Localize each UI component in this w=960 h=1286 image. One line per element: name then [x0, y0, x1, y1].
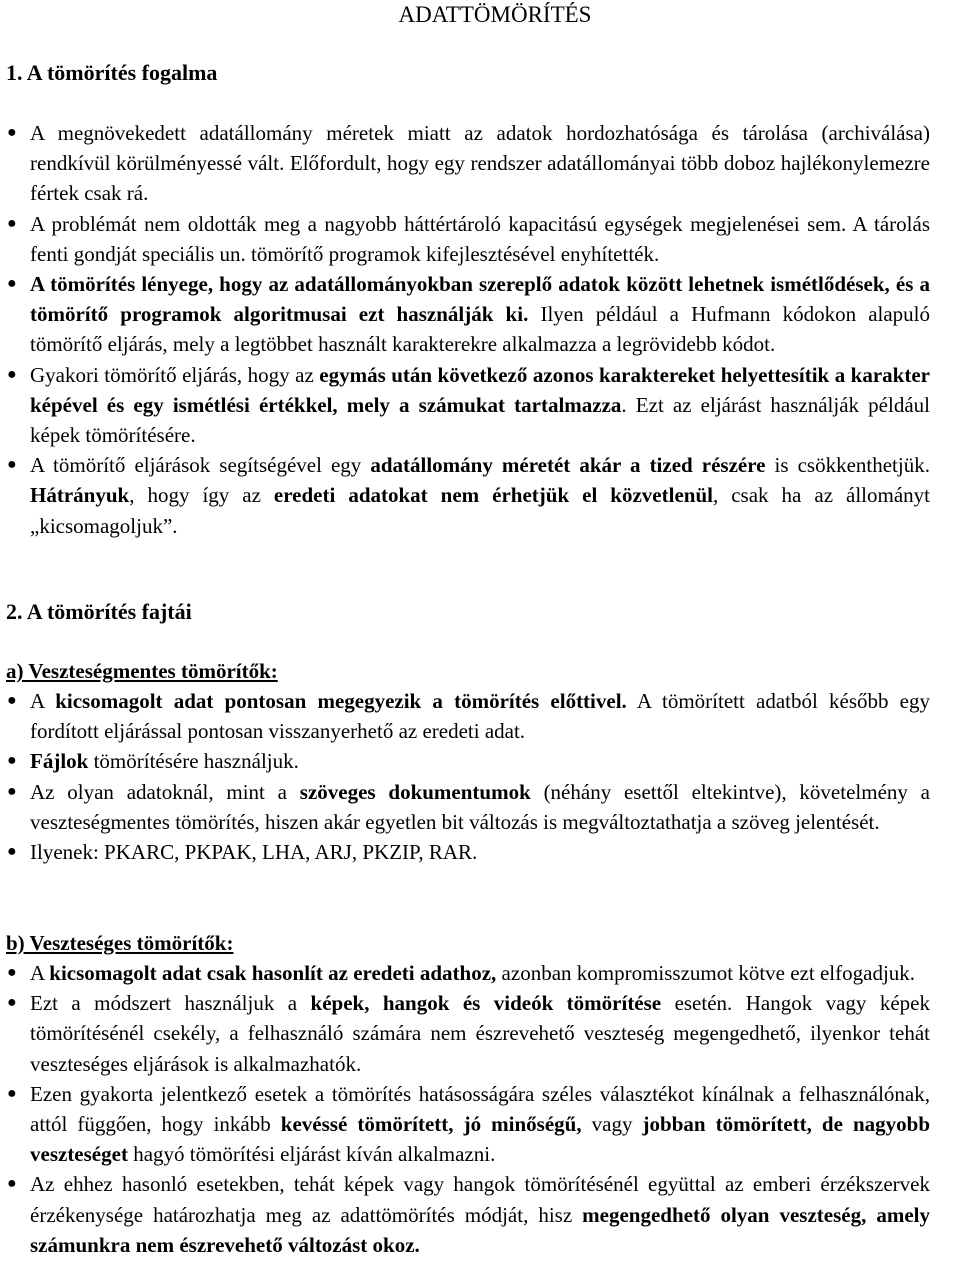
text: A tömörítő eljárások segítségével egy: [30, 453, 371, 478]
bullet-icon: ●: [7, 275, 17, 293]
bold-text: A tömörítés lényege, hogy az adatállományokban szereplő adatok között lehetnek ismétlődések, és a tömörítő programok algoritmusai ezt használják ki.: [30, 272, 930, 327]
bullet-icon: ●: [7, 124, 17, 141]
bullet-icon: ●: [7, 964, 17, 981]
bold-text: kicsomagolt adat pontosan megegyezik a tömörítés előttivel.: [55, 689, 627, 713]
text: A megnövekedett adatállomány méretek miatt az adatok hordozhatósága és tárolása (archiválása) rendkívül körülményessé vált. Előfordult, hogy egy rendszer adatállományai több doboz hajlékonylemezre fértek csak rá.: [30, 121, 930, 206]
subsection-a-heading-text: a) Veszteségmentes tömörítők:: [6, 659, 278, 683]
section-1-heading: 1. A tömörítés fogalma: [6, 60, 218, 85]
text: Az olyan adatoknál, mint a: [30, 779, 300, 804]
text: A tömörített adatból később egy fordított eljárással pontosan visszanyerhető az eredeti adat.: [30, 689, 930, 744]
list-item: [0, 450, 930, 541]
text: esetén. Hangok vagy képek tömörítésénél csekély, a felhasználó számára nem észrevehető veszteség megengedhető, ilyenkor tehát veszteséges eljárások is alkalmazhatók.: [30, 991, 930, 1076]
bold-text: adatállomány méretét akár a tized részére: [370, 453, 766, 478]
list-item: [0, 988, 930, 1079]
bullet-icon: ●: [7, 782, 17, 800]
text: Gyakori tömörítő eljárás, hogy az: [30, 362, 320, 387]
bullet-icon: ●: [7, 1175, 17, 1193]
text: Az ehhez hasonló esetekben, tehát képek vagy hangok tömörítésénél együttal az emberi érzékszervek érzékenysége határozhatja meg az adattömörítés módját, hisz: [30, 1172, 930, 1227]
list-item: [0, 686, 930, 746]
bold-text: Fájlok: [30, 749, 89, 774]
text: (néhány esettől eltekintve), követelmény a veszteségmentes tömörítés, hiszen akár egyetlen bit változás is megváltoztathatja a szöveg jelentését.: [30, 779, 930, 834]
text: tömörítésére használjuk.: [88, 749, 299, 774]
subsection-b-list: [0, 958, 930, 1260]
text: Ezen gyakorta jelentkező esetek a tömörítés hatásosságára széles választékot kínálnak a felhasználónak, attól függően, hogy inkább: [30, 1081, 930, 1137]
text: Ilyenek: PKARC, PKPAK, LHA, ARJ, PKZIP, RAR.: [30, 840, 478, 865]
text: A problémát nem oldották meg a nagyobb háttértároló kapacitású egységek megjelenései sem. A tárolás fenti gondját speciális un. tömörítő programok kifejlesztésével enyhítették.: [30, 211, 930, 266]
text: , csak ha az állományt „kicsomagoljuk”.: [30, 483, 930, 538]
list-item: [0, 360, 930, 451]
subsection-b-heading: [6, 928, 233, 958]
list-item: [0, 269, 930, 360]
bold-text: kevéssé tömörített, jó minőségű,: [280, 1112, 582, 1137]
bullet-icon: ●: [7, 692, 17, 709]
list-item: [0, 746, 930, 776]
section-1-list: [0, 118, 930, 541]
list-item: [0, 958, 930, 988]
bold-text: eredeti adatokat nem érhetjük el közvetlenül: [273, 483, 713, 508]
text: hagyó tömörítési eljárást kíván alkalmazni.: [127, 1142, 496, 1167]
bullet-icon: ●: [7, 843, 17, 861]
text: Ilyen például a Hufmann kódokon alapuló tömörítő eljárás, mely a legtöbbet használt karakterekre alkalmazza a legrövidebb kódot.: [30, 302, 931, 357]
bullet-icon: ●: [7, 456, 17, 474]
bold-text: megengedhető olyan veszteség, amely számunkra nem észrevehető változást okoz.: [30, 1202, 930, 1257]
bullet-icon: ●: [7, 1084, 17, 1102]
list-item: [0, 837, 930, 867]
subsection-a-heading: [6, 656, 278, 686]
list-item: [0, 1079, 930, 1170]
section-2-heading: 2. A tömörítés fajtái: [6, 599, 192, 624]
text: vagy: [581, 1112, 643, 1137]
list-item: [0, 777, 930, 837]
bold-text: képek, hangok és videók tömörítése: [310, 991, 662, 1016]
list-item: [0, 209, 930, 269]
text: Ezt a módszert használjuk a: [30, 991, 311, 1016]
list-item: [0, 118, 930, 209]
text: azonban kompromisszumot kötve ezt elfogadjuk.: [496, 961, 916, 985]
bullet-icon: ●: [7, 994, 17, 1012]
bold-text: Hátrányuk: [30, 483, 130, 508]
bullet-icon: ●: [7, 214, 17, 232]
document-title: ADATTÖMÖRÍTÉS: [398, 2, 592, 27]
text: , hogy így az: [129, 483, 274, 508]
bullet-icon: ●: [7, 752, 17, 770]
text: A: [30, 689, 56, 713]
text: A: [30, 961, 50, 985]
bold-text: egymás után következő azonos karaktereket helyettesítik a karakter képével és egy ismétlési értékkel, mely a számukat tartalmazza: [30, 362, 930, 417]
subsection-b-heading-text: b) Veszteséges tömörítők:: [6, 931, 234, 955]
bold-text: szöveges dokumentumok: [299, 779, 531, 804]
bullet-icon: ●: [7, 365, 17, 383]
text: is csökkenthetjük.: [765, 453, 930, 478]
list-item: [0, 1169, 930, 1260]
bold-text: kicsomagolt adat csak hasonlít az eredeti adathoz,: [49, 961, 497, 985]
bold-text: jobban tömörített, de nagyobb veszteséget: [30, 1112, 930, 1167]
text: . Ezt az eljárást használják például képek tömörítésére.: [30, 392, 930, 448]
subsection-a-list: [0, 686, 930, 867]
